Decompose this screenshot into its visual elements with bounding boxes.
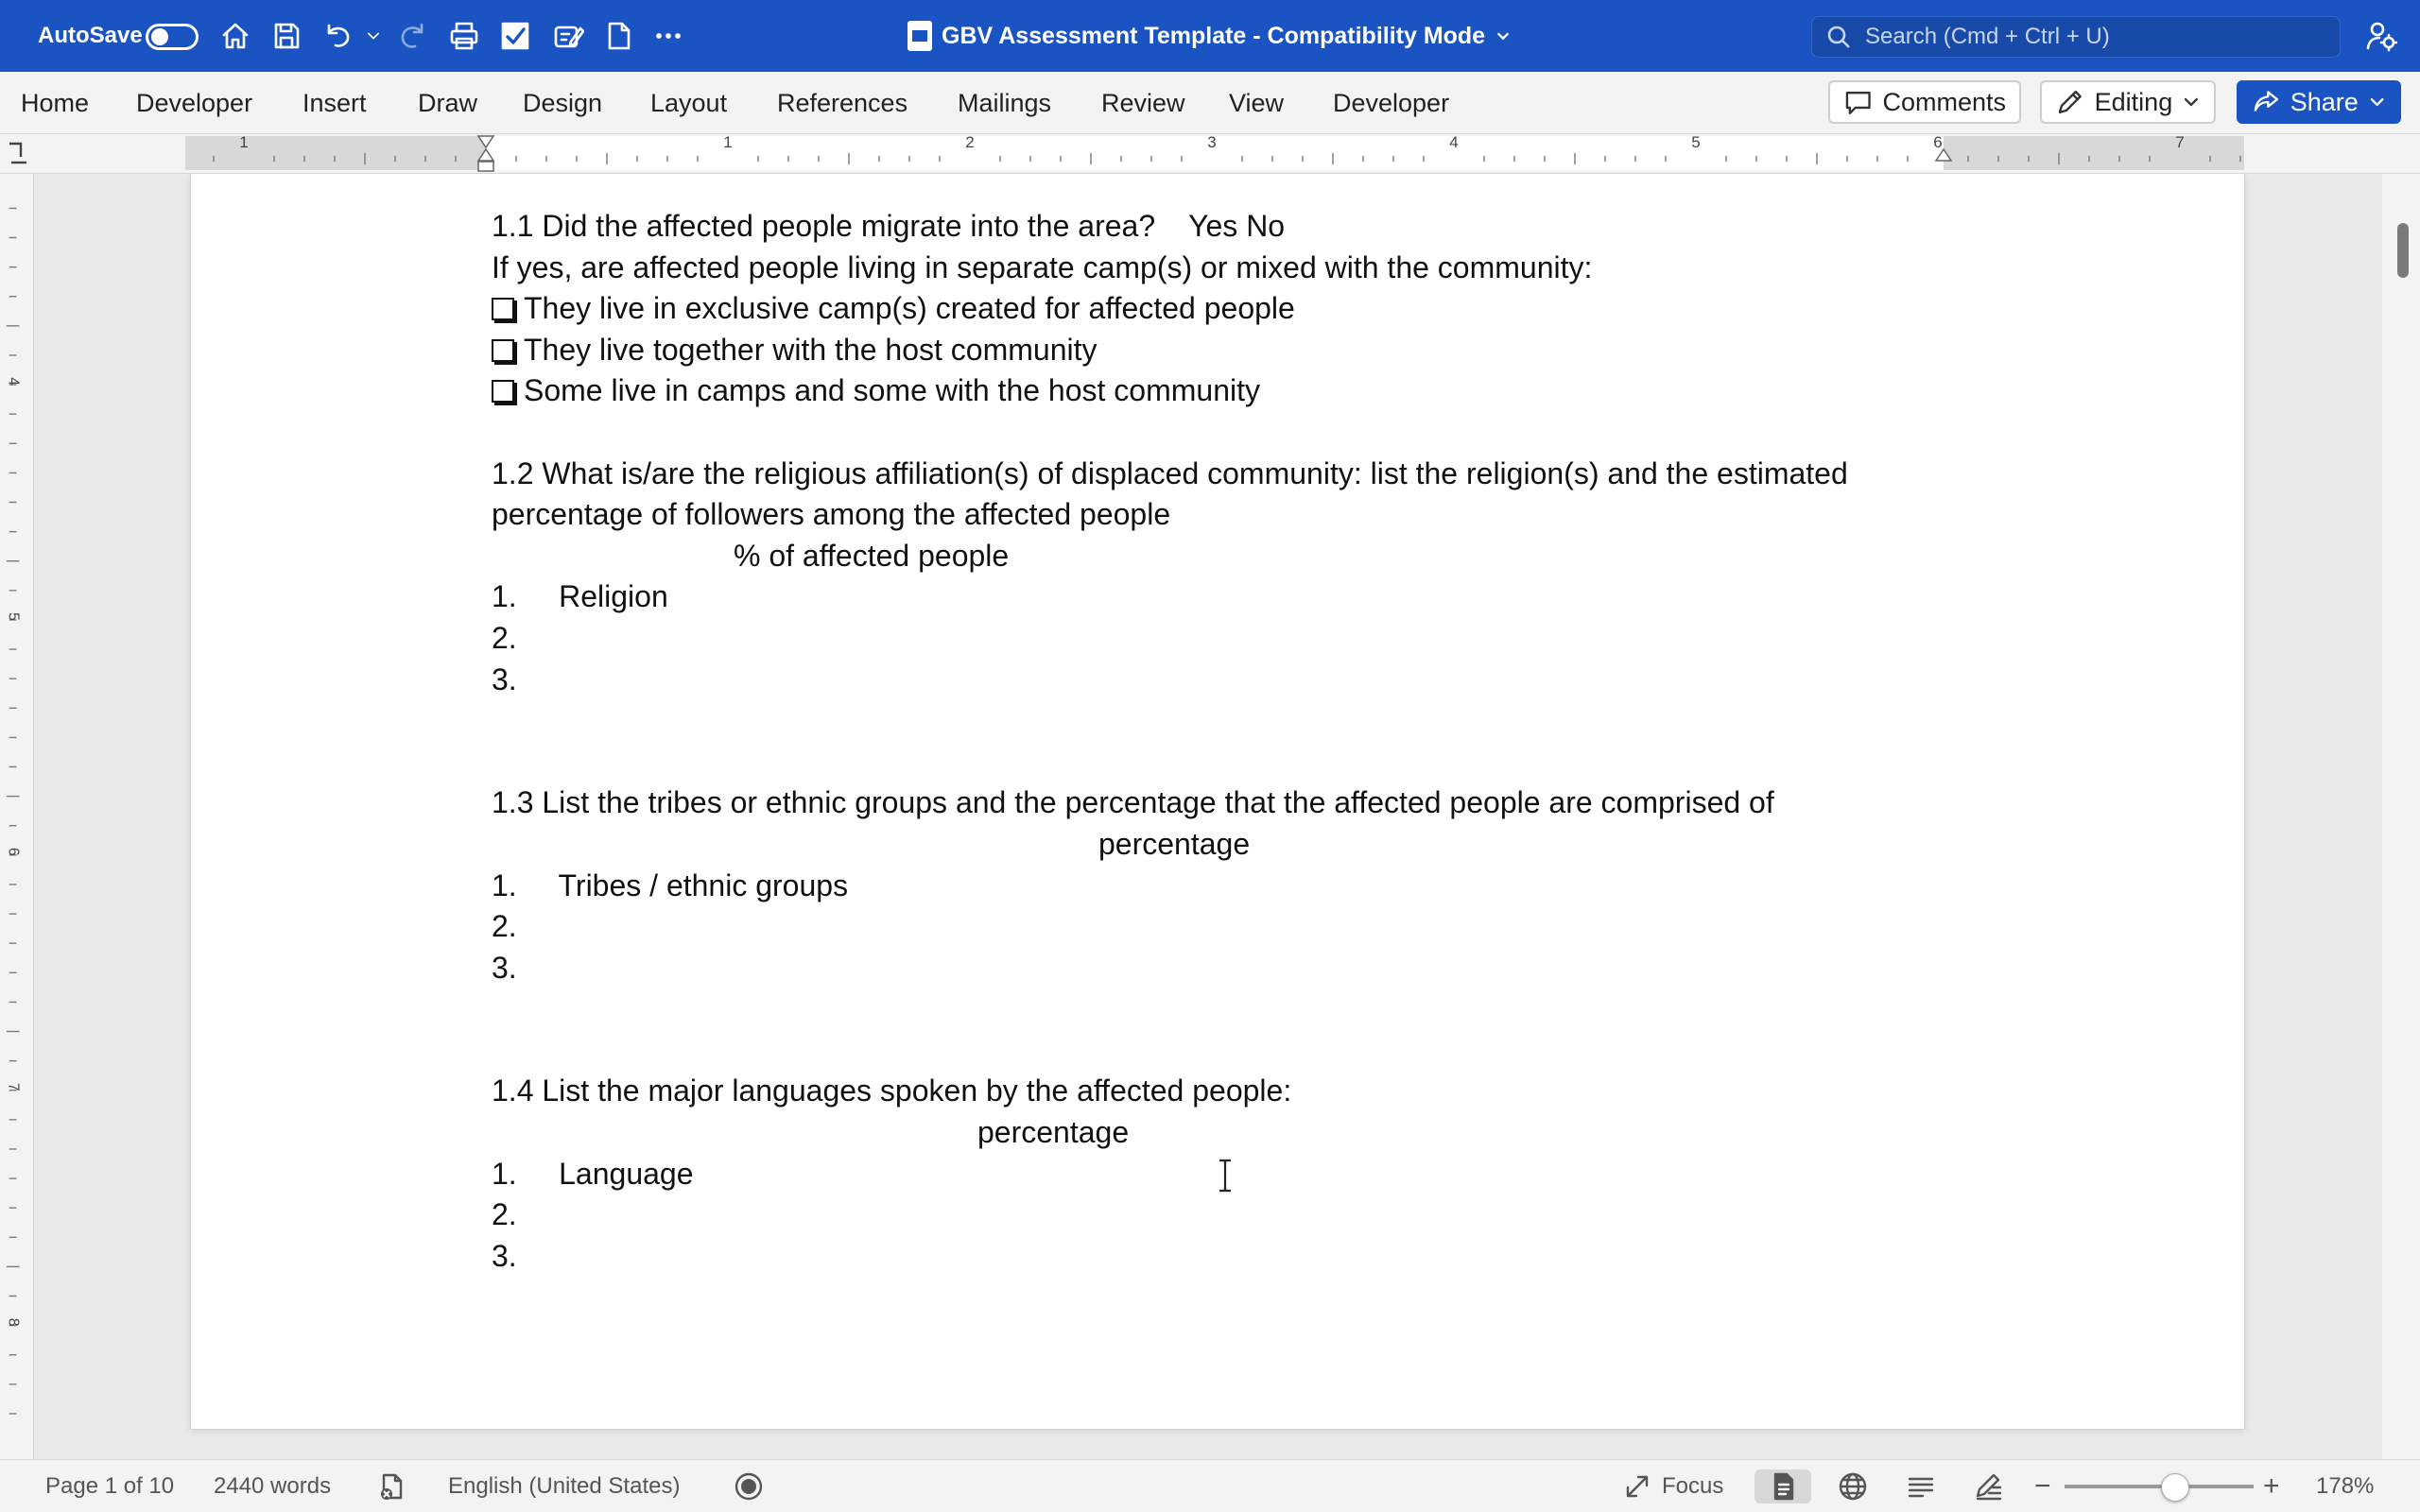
search-placeholder: Search (Cmd + Ctrl + U) (1865, 24, 2110, 49)
tab-stop-selector-icon[interactable] (0, 134, 34, 174)
home-icon[interactable] (219, 0, 251, 72)
zoom-in-button[interactable]: + (2263, 1470, 2280, 1502)
empty-paragraph[interactable] (492, 700, 2099, 742)
ruler-label: 1 (239, 134, 249, 151)
zoom-out-button[interactable]: − (2034, 1470, 2051, 1502)
editing-mode-button[interactable] (2040, 80, 2216, 124)
option-item[interactable] (492, 288, 2099, 330)
tab-view[interactable]: View (1229, 88, 1285, 117)
share-chevron-down-icon (2368, 93, 2386, 112)
form-edit-icon[interactable] (552, 0, 584, 72)
empty-paragraph[interactable] (492, 412, 2099, 454)
language-table-header[interactable] (492, 1112, 2099, 1191)
word-count[interactable]: 2440 words (214, 1473, 332, 1499)
document-title[interactable] (908, 0, 1512, 72)
option-text: They live in exclusive camp(s) created for affected people (524, 291, 1295, 326)
option-item[interactable] (492, 330, 2099, 371)
ruler-label: 4 (1449, 134, 1459, 151)
autosave-toggle[interactable] (146, 24, 199, 50)
more-options-icon[interactable] (652, 0, 684, 72)
option-text: They live together with the host community (524, 332, 1098, 367)
editing-chevron-down-icon (2182, 93, 2201, 112)
list-number[interactable]: 2. (492, 909, 517, 944)
ruler-label: 3 (1207, 134, 1217, 151)
tab-layout[interactable]: Layout (650, 88, 728, 117)
autosave-label: AutoSave (38, 23, 143, 48)
outline-view-icon[interactable] (1906, 1460, 1936, 1512)
ruler-label: 5 (1691, 134, 1701, 151)
tab-home[interactable]: Home (21, 88, 90, 117)
tab-review[interactable]: Review (1101, 88, 1185, 117)
ruler-right-margin (1944, 136, 2244, 170)
tribes-percent-column-label: percentage (1098, 826, 1251, 861)
religion-column-label: Religion (559, 579, 668, 614)
tab-references[interactable]: References (777, 88, 908, 117)
search-input[interactable] (1811, 16, 2341, 58)
document-canvas[interactable] (34, 174, 2382, 1459)
document-title-text: GBV Assessment Template - Compatibility Mode (942, 22, 1486, 49)
option-item[interactable] (492, 370, 2099, 412)
print-layout-icon (1768, 1471, 1798, 1502)
left-indent-marker[interactable] (478, 162, 493, 171)
list-number[interactable]: 1. (492, 1156, 517, 1191)
comments-label: Comments (1882, 87, 2006, 116)
focus-label: Focus (1662, 1473, 1724, 1499)
question-1-2-line2[interactable]: percentage of followers among the affected people (492, 497, 1171, 532)
list-number[interactable]: 3. (492, 662, 517, 696)
vruler-label: 6 (5, 848, 22, 856)
list-number[interactable]: 3. (492, 1238, 517, 1273)
vertical-scrollbar[interactable] (2382, 174, 2420, 1459)
editing-label: Editing (2094, 87, 2173, 116)
checkbox-symbol-icon (492, 298, 514, 320)
list-number[interactable]: 1. (492, 579, 517, 614)
zoom-slider-handle[interactable] (2161, 1473, 2189, 1502)
ruler-label: 1 (723, 134, 733, 151)
horizontal-ruler-row (0, 134, 2420, 174)
religion-table-header[interactable] (492, 536, 2099, 614)
vertical-ruler-ticks (7, 208, 20, 1414)
horizontal-ruler[interactable] (185, 134, 2244, 174)
empty-paragraph[interactable] (492, 1030, 2099, 1072)
tab-insert[interactable]: Insert (302, 88, 367, 117)
document-page[interactable] (191, 174, 2244, 1429)
redo-icon[interactable] (397, 0, 429, 72)
tribes-table-header[interactable] (492, 824, 2099, 902)
checkbox-symbol-icon (492, 339, 514, 362)
undo-icon[interactable] (321, 0, 354, 72)
question-1-4[interactable]: 1.4 List the major languages spoken by the affected people: (492, 1074, 1292, 1108)
question-1-2-line1[interactable]: 1.2 What is/are the religious affiliation(s) of displaced community: list the religion(s) and the estimated (492, 455, 1848, 490)
status-bar (0, 1459, 2420, 1512)
share-label: Share (2290, 87, 2359, 116)
page-count[interactable]: Page 1 of 10 (45, 1473, 175, 1499)
save-icon[interactable] (270, 0, 302, 72)
tab-mailings[interactable]: Mailings (958, 88, 1052, 117)
undo-dropdown-chevron-icon[interactable] (363, 0, 384, 72)
zoom-slider-track[interactable] (2065, 1485, 2254, 1488)
comments-button[interactable] (1828, 80, 2021, 124)
ruler-label: 7 (2175, 134, 2185, 151)
share-icon (2252, 87, 2281, 117)
focus-expand-icon (1622, 1471, 1652, 1502)
religion-percent-column-label: % of affected people (734, 538, 1010, 573)
language-percent-column-label: percentage (977, 1115, 1130, 1150)
empty-paragraph[interactable] (492, 988, 2099, 1030)
list-number[interactable]: 2. (492, 620, 517, 655)
title-chevron-down-icon (1495, 27, 1512, 44)
ribbon-tabs (0, 72, 2420, 134)
title-bar (0, 0, 2420, 72)
vruler-label: 7 (5, 1082, 22, 1091)
checkbox-icon[interactable] (499, 0, 531, 72)
option-text: Some live in camps and some with the host community (524, 373, 1260, 408)
pencil-icon (2055, 87, 2085, 117)
empty-paragraph[interactable] (492, 742, 2099, 783)
draft-view-icon[interactable] (1974, 1460, 2004, 1512)
language-status[interactable]: English (United States) (448, 1473, 681, 1499)
print-layout-view-button[interactable] (1754, 1469, 1811, 1503)
checkbox-symbol-icon (492, 380, 514, 403)
question-1-1[interactable]: 1.1 Did the affected people migrate into the area? Yes No (492, 209, 1286, 243)
profile-settings-icon[interactable] (2365, 0, 2397, 72)
accessibility-icon[interactable] (734, 1460, 764, 1512)
ruler-label: 6 (1933, 134, 1943, 151)
document-body[interactable] (492, 206, 2099, 1277)
focus-mode-button[interactable] (1622, 1460, 1723, 1512)
ruler-label: 2 (965, 134, 975, 151)
list-number[interactable]: 2. (492, 1197, 517, 1232)
word-document-icon (908, 21, 932, 51)
tab-draw[interactable]: Draw (418, 88, 478, 117)
tribes-column-label: Tribes / ethnic groups (558, 868, 849, 902)
scrollbar-thumb[interactable] (2397, 223, 2409, 278)
tab-developer-2[interactable]: Developer (1333, 88, 1450, 117)
question-1-1-followup[interactable]: If yes, are affected people living in separate camp(s) or mixed with the community: (492, 249, 1593, 284)
comment-icon (1843, 87, 1873, 117)
zoom-level[interactable]: 178% (2316, 1473, 2375, 1499)
tab-design[interactable]: Design (523, 88, 603, 117)
tab-developer[interactable]: Developer (136, 88, 253, 117)
vertical-ruler[interactable] (0, 174, 34, 1459)
vruler-label: 5 (5, 612, 22, 621)
list-number[interactable]: 3. (492, 950, 517, 985)
ruler-left-margin (185, 136, 486, 170)
i-beam-cursor-icon (1218, 1159, 1233, 1193)
question-1-3[interactable]: 1.3 List the tribes or ethnic groups and the percentage that the affected people are comprised of (492, 785, 1774, 820)
proofing-icon[interactable] (376, 1460, 406, 1512)
toggle-knob (151, 28, 168, 45)
share-button[interactable] (2237, 80, 2401, 124)
vruler-label: 4 (5, 377, 22, 386)
web-layout-icon[interactable] (1838, 1460, 1868, 1512)
vruler-label: 8 (5, 1317, 22, 1327)
language-column-label: Language (559, 1156, 694, 1191)
print-icon[interactable] (448, 0, 480, 72)
list-number[interactable]: 1. (492, 868, 517, 902)
search-icon (1825, 24, 1852, 50)
new-document-icon[interactable] (603, 0, 635, 72)
